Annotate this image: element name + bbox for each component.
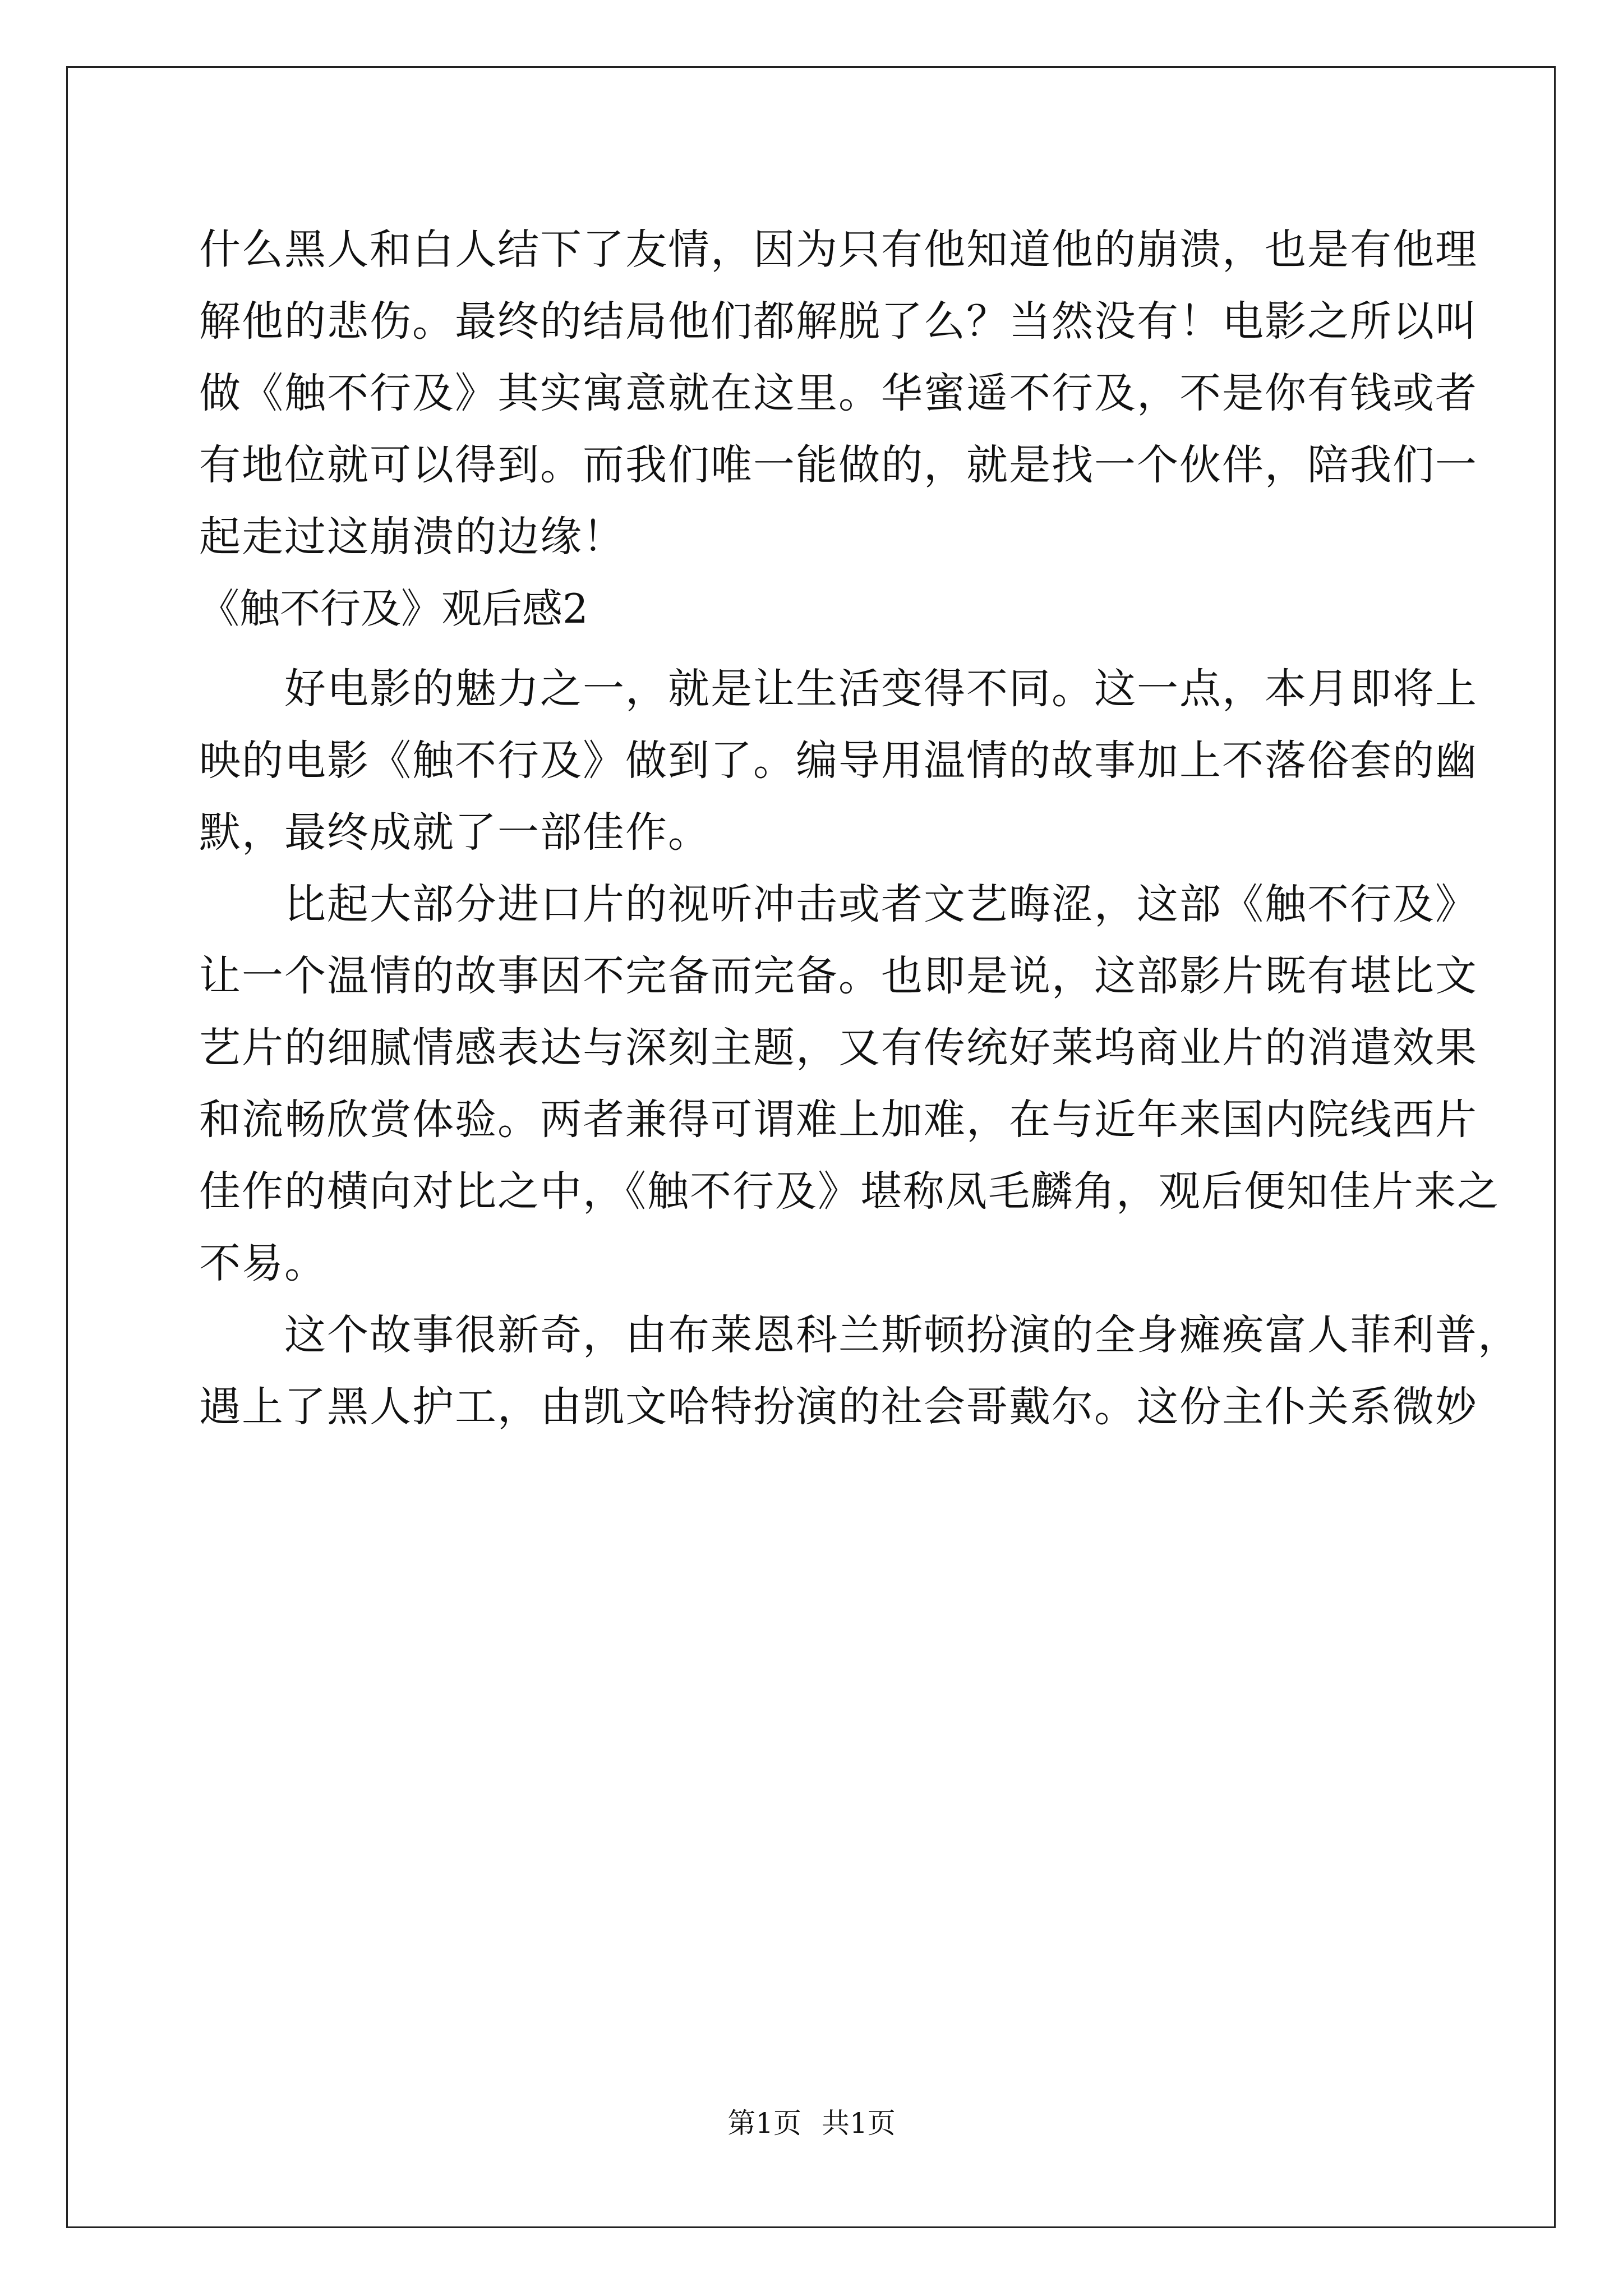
text-line: 佳作的横向对比之中，《触不行及》堪称凤毛麟角，观后便知佳片来之	[199, 1167, 1500, 1216]
paragraph-first-line: 这个故事很新奇，由布莱恩科兰斯顿扮演的全身瘫痪富人菲利普，	[284, 1311, 1520, 1359]
text-line: 做《触不行及》其实寓意就在这里。华蜜遥不行及，不是你有钱或者	[199, 369, 1478, 417]
text-line: 映的电影《触不行及》做到了。编导用温情的故事加上不落俗套的幽	[199, 737, 1478, 785]
page-footer	[0, 2106, 1623, 2140]
text-line: 有地位就可以得到。而我们唯一能做的，就是找一个伙伴，陪我们一	[199, 441, 1478, 489]
text-line: 让一个温情的故事因不完备而完备。也即是说，这部影片既有堪比文	[199, 952, 1478, 1000]
text-line: 起走过这崩溃的边缘！	[199, 513, 625, 561]
text-line: 什么黑人和白人结下了友情，因为只有他知道他的崩溃，也是有他理	[199, 226, 1478, 274]
text-line: 不易。	[199, 1239, 327, 1287]
paragraph-first-line: 比起大部分进口片的视听冲击或者文艺晦涩，这部《触不行及》	[284, 880, 1478, 928]
text-line: 和流畅欣赏体验。两者兼得可谓难上加难，在与近年来国内院线西片	[199, 1096, 1478, 1144]
paragraph-first-line: 好电影的魅力之一，就是让生活变得不同。这一点，本月即将上	[284, 665, 1478, 713]
text-line: 遇上了黑人护工，由凯文哈特扮演的社会哥戴尔。这份主仆关系微妙	[199, 1383, 1478, 1431]
text-line: 默，最终成就了一部佳作。	[199, 808, 711, 857]
text-line: 解他的悲伤。最终的结局他们都解脱了么？当然没有！电影之所以叫	[199, 297, 1478, 346]
section-heading: 《触不行及》观后感2	[199, 585, 588, 632]
page-number: 第1页	[727, 2107, 801, 2139]
text-line: 艺片的细腻情感表达与深刻主题，又有传统好莱坞商业片的消遣效果	[199, 1024, 1478, 1072]
page-total: 共1页	[822, 2107, 896, 2139]
